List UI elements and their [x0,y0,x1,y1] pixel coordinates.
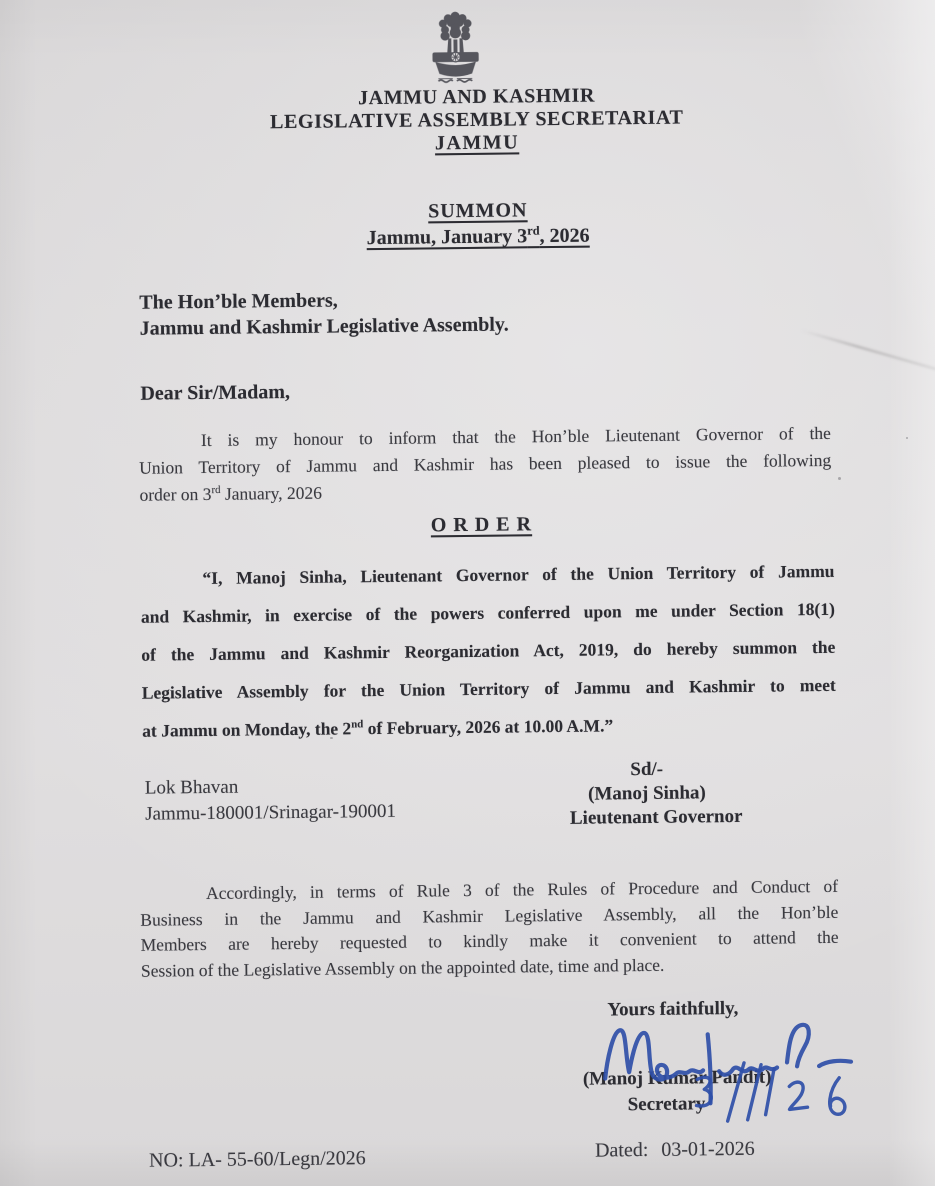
paragraph-line: Session of the Legislative Assembly on the appointed date, time and place. [140,954,665,981]
signatory-designation: Lieutenant Governor [569,805,743,829]
paragraph-line: “I, Manoj Sinha, Lieutenant Governor of the Union Territory of Jammu [202,560,835,589]
issuer-address-line2: Jammu-180001/Srinagar-190001 [145,800,397,825]
dated-line [595,1138,755,1163]
order-heading-block [14,509,935,543]
secretary-name: (Manoj Kumar Pandit) [582,1066,772,1090]
closing-paragraph [140,874,839,984]
order-heading: O R D E R [430,513,533,537]
order-signatory-block [541,757,754,831]
paragraph-line: at Jammu on Monday, the 2nd of February, 2026 at 10.00 A.M.” [142,715,614,741]
addressee-line1: The Hon’ble Members, [139,289,338,314]
paragraph-line: of the Jammu and Kashmir Reorganization Act, 2019, do hereby summon the [141,636,836,665]
document-dateline: Jammu, January 3rd, 2026 [366,223,590,250]
signatory-name: (Manoj Sinha) [587,782,706,805]
org-name-line1: JAMMU AND KASHMIR [357,84,596,110]
issuer-address-line1: Lok Bhavan [144,776,239,799]
dated-label: Dated: [594,1138,649,1162]
paragraph-line: order on 3rd January, 2026 [139,482,323,505]
reference-number: NO: LA- 55-60/Legn/2026 [148,1147,366,1172]
handwritten-signature-ink [588,1014,861,1129]
paragraph-line: Business in the Jammu and Kashmir Legislative Assembly, all the Hon’ble [140,901,839,930]
issuer-address [145,773,396,828]
order-paragraph [140,552,836,750]
document-title: SUMMON [428,199,528,223]
addressee-block [139,286,509,342]
paragraph-line: Accordingly, in terms of Rule 3 of the Rules of Procedure and Conduct of [205,875,839,903]
sd-mark: Sd/- [630,758,664,781]
intro-paragraph [139,420,832,509]
dated-value: 03-01-2026 [661,1137,755,1161]
org-place: JAMMU [434,131,520,155]
state-emblem-of-india-icon [424,7,487,86]
title-block [10,193,935,256]
secretary-designation: Secretary [627,1093,706,1116]
paragraph-line: It is my honour to inform that the Hon’ble Lieutenant Governor of the [200,422,831,451]
org-name-line2: LEGISLATIVE ASSEMBLY SECRETARIAT [269,106,684,134]
paragraph-line: Legislative Assembly for the Union Territory of Jammu and Kashmir to meet [141,674,836,703]
paragraph-line: Members are hereby requested to kindly make it convenient to attend the [140,926,839,955]
valediction: Yours faithfully, [607,997,739,1021]
paragraph-line: and Kashmir, in exercise of the powers conferred upon me under Section 18(1) [140,598,835,627]
salutation: Dear Sir/Madam, [140,381,291,405]
letterhead [9,81,935,161]
paragraph-line: Union Territory of Jammu and Kashmir has been pleased to issue the following [139,449,832,478]
addressee-line2: Jammu and Kashmir Legislative Assembly. [139,313,509,340]
